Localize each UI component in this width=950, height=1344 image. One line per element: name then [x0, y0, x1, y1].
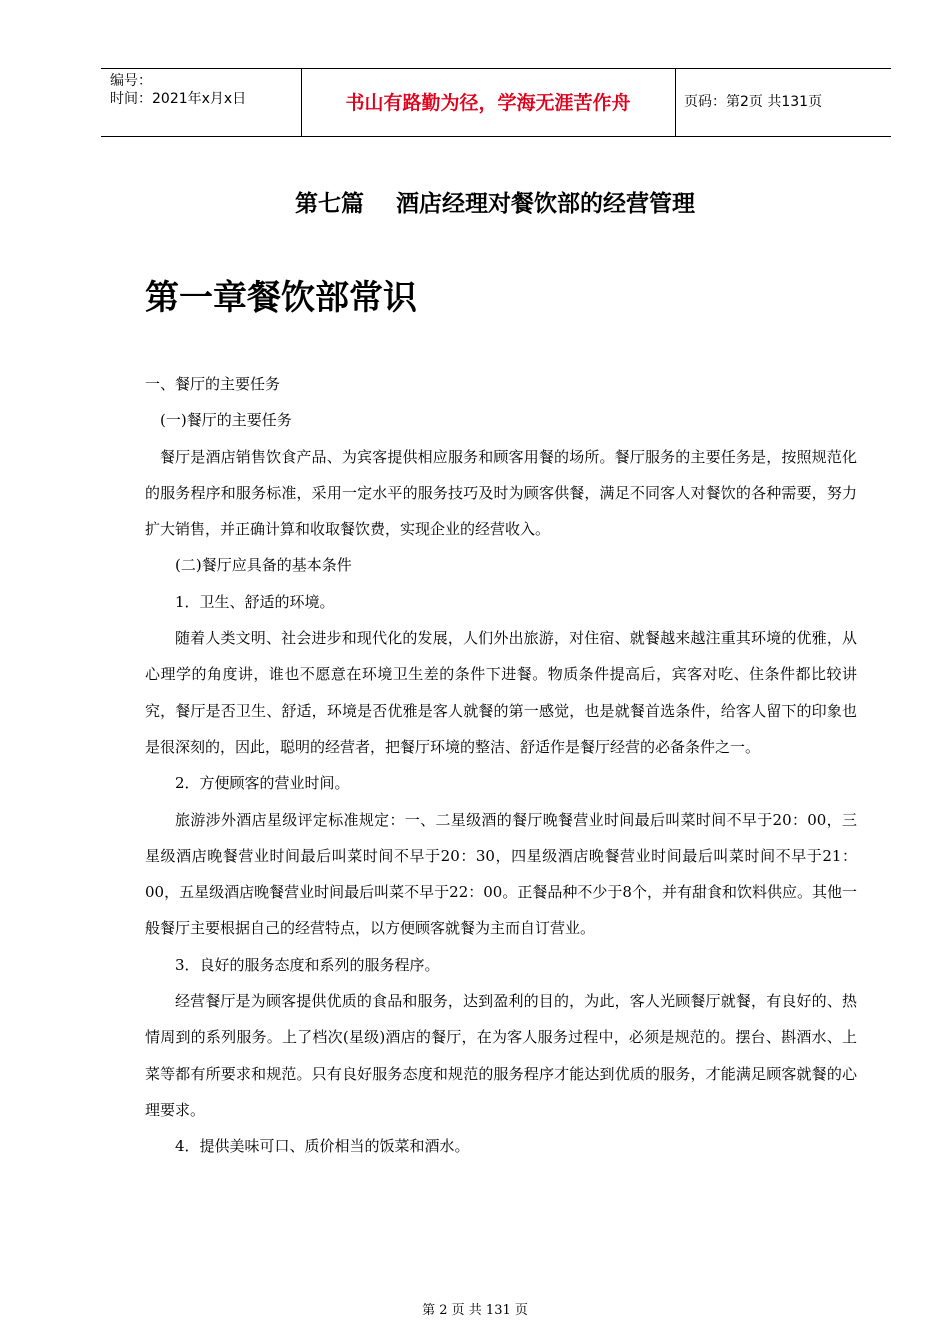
paragraph: 餐厅是酒店销售饮食产品、为宾客提供相应服务和顾客用餐的场所。餐厅服务的主要任务是，按照规范化的服务程序和服务标准，采用一定水平的服务技巧及时为顾客供餐，满足不同客人对餐饮的各种需要，努力扩大销售，并正确计算和收取餐饮费，实现企业的经营收入。 — [145, 447, 857, 539]
part-title: 第七篇 酒店经理对餐饮部的经营管理 — [294, 191, 696, 217]
section-heading: 一、餐厅的主要任务 — [145, 375, 281, 393]
paragraph: 经营餐厅是为顾客提供优质的食品和服务，达到盈利的目的，为此，客人光顾餐厅就餐，有良好的、热情周到的系列服务。上了档次(星级)酒店的餐厅，在为客人服务过程中，必须是规范的。摆台、斟酒水、上菜等都有所要求和规范。只有良好服务态度和规范的服务程序才能达到优质的服务，才能满足顾客就餐的心理要求。 — [145, 992, 857, 1119]
time-label: 时间：2021年x月x日 — [110, 91, 247, 107]
page-header — [101, 68, 891, 137]
list-item-heading: 4．提供美味可口、质价相当的饭菜和酒水。 — [175, 1137, 470, 1156]
number-label: 编号： — [110, 73, 152, 89]
paragraph: 随着人类文明、社会进步和现代化的发展，人们外出旅游，对住宿、就餐越来越注重其环境的优雅，从心理学的角度讲，谁也不愿意在环境卫生差的条件下进餐。物质条件提高后，宾客对吃、住条件都比较讲究，餐厅是否卫生、舒适，环境是否优雅是客人就餐的第一感觉，也是就餐首选条件，给客人留下的印象也是很深刻的，因此，聪明的经营者，把餐厅环境的整洁、舒适作是餐厅经营的必备条件之一。 — [145, 629, 857, 756]
header-motto: 书山有路勤为径，学海无涯苦作舟 — [345, 92, 631, 114]
header-middle-cell — [301, 69, 676, 136]
body-text — [145, 366, 857, 1165]
page-code: 页码：第2页 共131页 — [684, 94, 823, 110]
header-right-cell — [675, 69, 891, 136]
list-item-heading: 1．卫生、舒适的环境。 — [175, 592, 335, 611]
chapter-title: 第一章餐饮部常识 — [145, 278, 417, 318]
list-item-heading: 2．方便顾客的营业时间。 — [175, 774, 350, 793]
subsection-heading: (一)餐厅的主要任务 — [160, 411, 292, 430]
list-item-heading: 3．良好的服务态度和系列的服务程序。 — [175, 955, 440, 974]
subsection-heading: (二)餐厅应具备的基本条件 — [175, 556, 352, 575]
page-footer: 第 2 页 共 131 页 — [422, 1303, 528, 1318]
paragraph: 旅游涉外酒店星级评定标准规定：一、二星级酒的餐厅晚餐营业时间最后叫菜时间不早于20：00，三星级酒店晚餐营业时间最后叫菜时间不早于20：30，四星级酒店晚餐营业时间最后叫菜时间不早于21：00，五星级酒店晚餐营业时间最后叫菜不早于22：00。正餐品种不少于8个，并有甜食和饮料供应。其他一般餐厅主要根据自己的经营特点，以方便顾客就餐为主而自订营业。 — [145, 810, 857, 938]
header-left-cell — [101, 69, 302, 136]
